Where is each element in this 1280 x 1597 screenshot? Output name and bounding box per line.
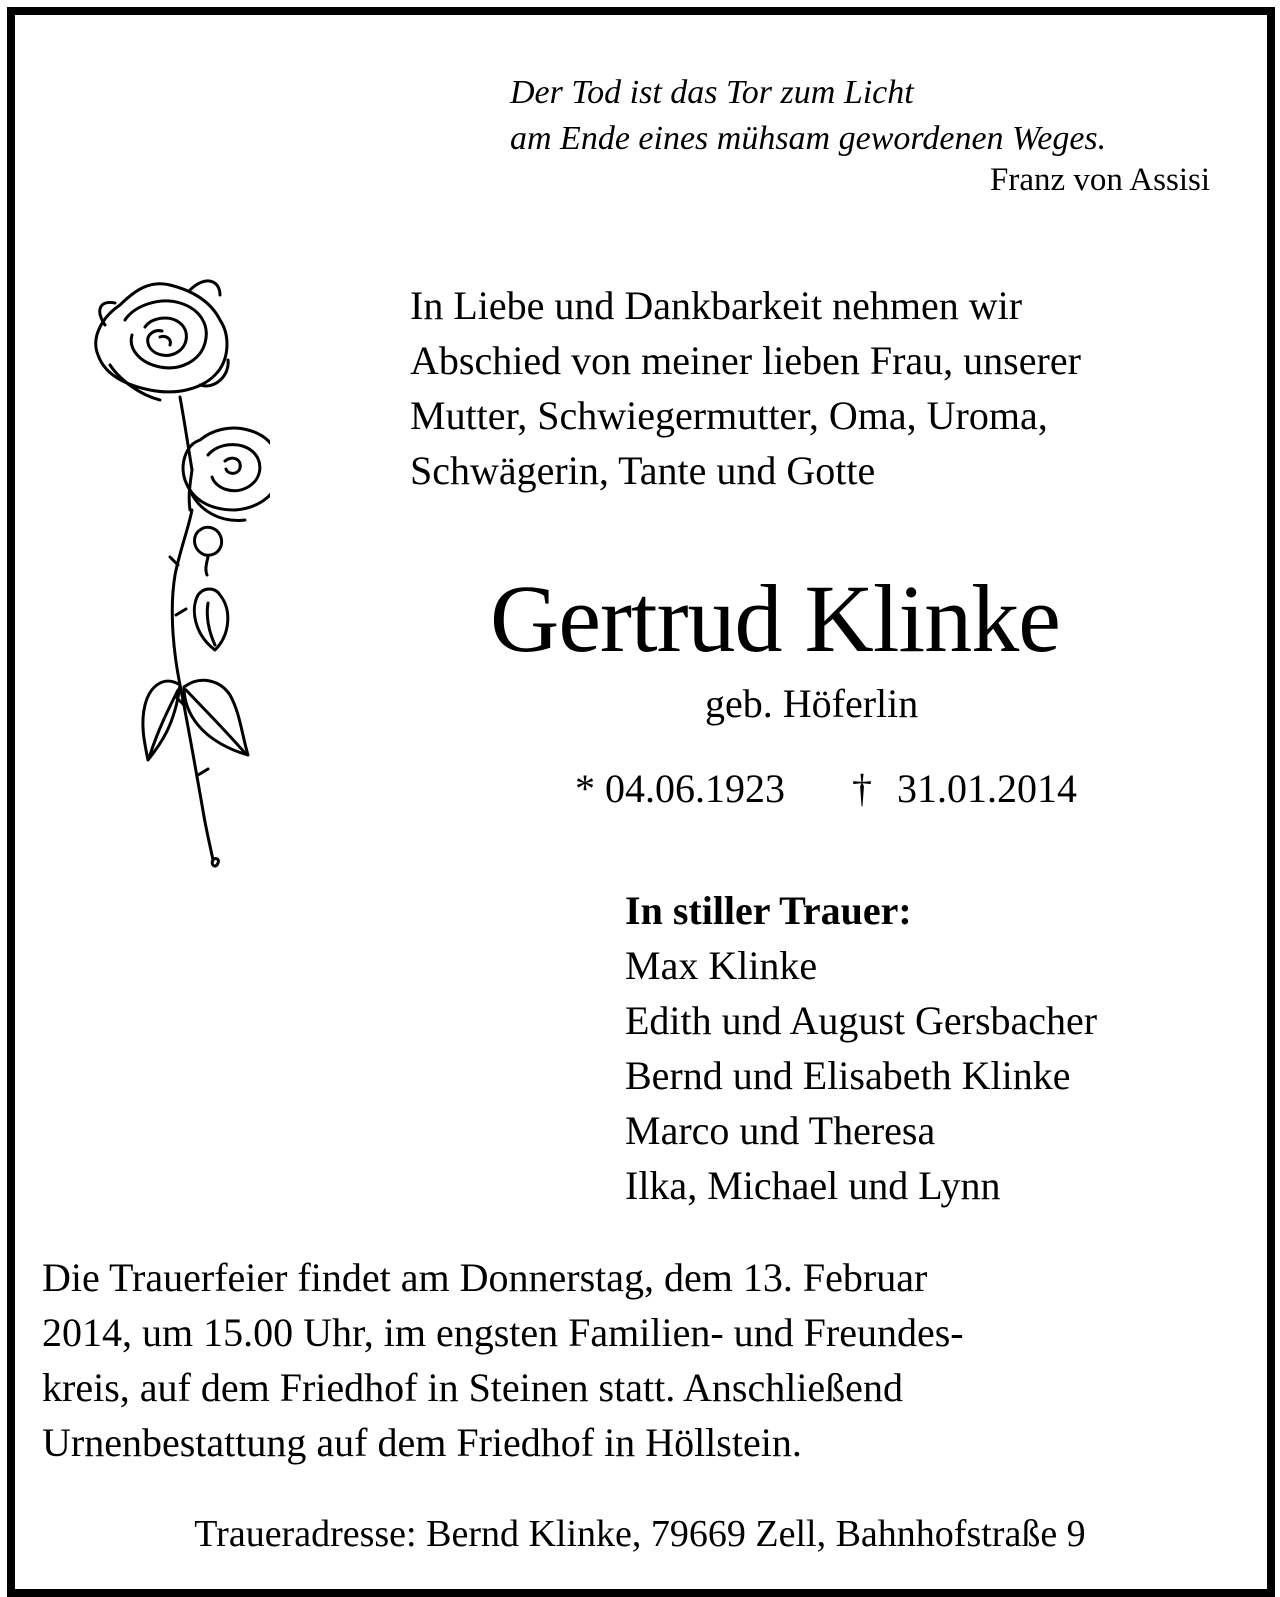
quote-line: Der Tod ist das Tor zum Licht [510, 74, 914, 111]
birth-date: * 04.06.1923 [575, 766, 785, 811]
ceremony-line: kreis, auf dem Friedhof in Steinen statt. Anschließend [42, 1365, 903, 1410]
intro-line: Mutter, Schwiegermutter, Oma, Uroma, [410, 393, 1048, 438]
mourner-name: Bernd und Elisabeth Klinke [625, 1053, 1071, 1098]
quote [510, 70, 1106, 162]
maiden-name: geb. Höferlin [705, 681, 919, 726]
quote-author: Franz von Assisi [989, 162, 1210, 198]
intro-line: Abschied von meiner lieben Frau, unserer [410, 338, 1081, 383]
mourner-name: Ilka, Michael und Lynn [625, 1163, 1001, 1208]
quote-line: am Ende eines mühsam gewordenen Weges. [510, 120, 1107, 157]
mourner-name: Marco und Theresa [625, 1108, 936, 1153]
mourners-list [625, 883, 1097, 1213]
ceremony-line: 2014, um 15.00 Uhr, im engsten Familien- und Freundes- [42, 1310, 964, 1355]
ceremony-line: Urnenbestattung auf dem Friedhof in Höllstein. [42, 1420, 802, 1465]
mourner-name: Max Klinke [625, 943, 818, 988]
mourning-address: Traueradresse: Bernd Klinke, 79669 Zell, Bahnhofstraße 9 [194, 1513, 1086, 1555]
ceremony-line: Die Trauerfeier findet am Donnerstag, dem 13. Februar [42, 1255, 928, 1300]
intro-line: In Liebe und Dankbarkeit nehmen wir [410, 283, 1023, 328]
mourners-title: In stiller Trauer: [625, 888, 912, 933]
mourner-name: Edith und August Gersbacher [625, 998, 1098, 1043]
rose-icon [80, 265, 270, 880]
death-date: 31.01.2014 [897, 766, 1077, 811]
intro-line: Schwägerin, Tante und Gotte [410, 448, 876, 493]
ceremony-text [42, 1250, 964, 1470]
death-symbol: † [852, 766, 872, 811]
deceased-name: Gertrud Klinke [490, 565, 1060, 672]
intro-text [410, 278, 1081, 498]
